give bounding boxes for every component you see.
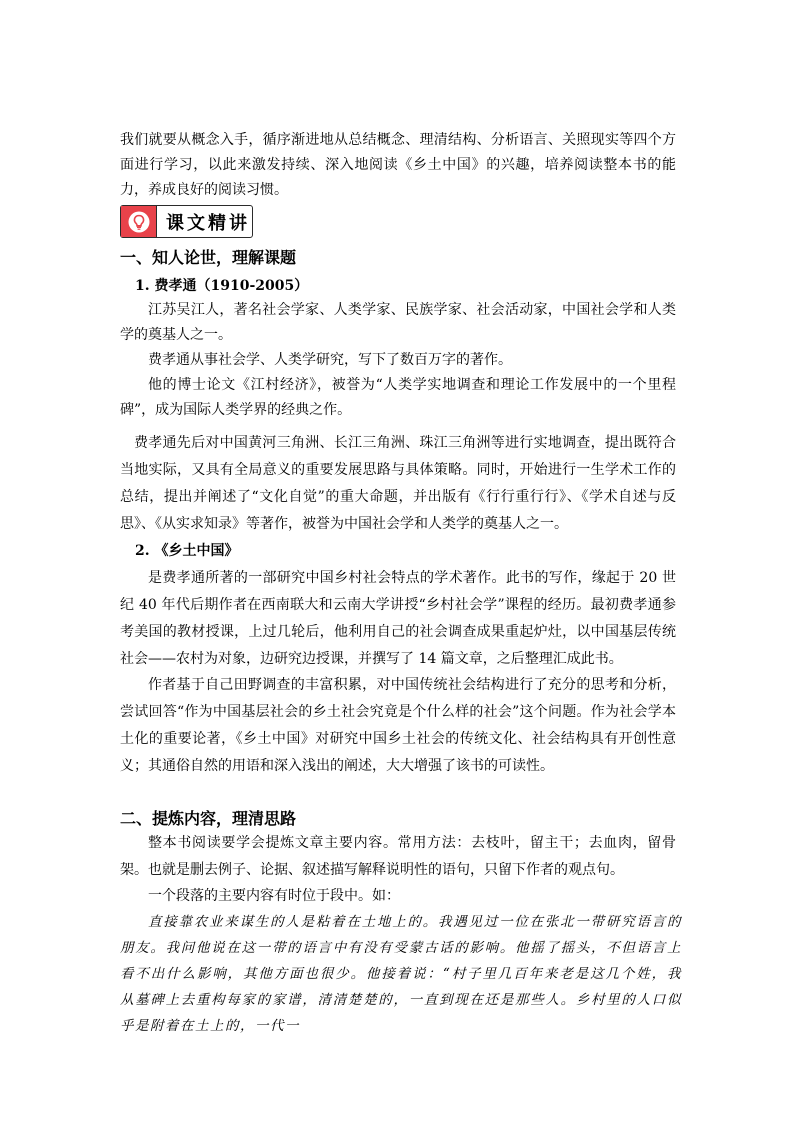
fei-research-paragraph: 费孝通先后对中国黄河三角洲、长江三角洲、珠江三角洲等进行实地调查，提出既符合当地实际，又具有全局意义的重要发展思路与具体策略。同时，开始进行一生学术工作的总结，提出并阐述了“文化自觉”的重大命题，并出版有《行行重行行》、《学术自述与反思》、《从实求知录》等著作，被誉为中国社会学和人类学的奠基人之一。 xyxy=(120,435,676,532)
banner-label: 课文精讲 xyxy=(166,212,250,234)
fei-thesis-paragraph: 他的博士论文《江村经济》，被誉为“人类学实地调查和理论工作发展中的一个里程碑”，成为国际人类学界的经典之作。 xyxy=(120,377,676,418)
example-intro-paragraph: 一个段落的主要内容有时位于段中。如： xyxy=(148,888,400,904)
quote-excerpt: 直接靠农业来谋生的人是粘着在土地上的。我遇见过一位在张北一带研究语言的朋友。我问他说在这一带的语言中有没有受蒙古话的影响。他摇了摇头，不但语言上看不出什么影响，其他方面也很少。他接着说：“村子里几百年来老是这几个姓，我从墓碑上去重构每家的家谱，清清楚楚的，一直到现在还是那些人。乡村里的人口似乎是附着在土上的，一代一 xyxy=(120,914,682,1034)
subsection2-heading: 2. 《乡土中国》 xyxy=(135,543,239,559)
subsection1-heading: 1. 费孝通（1910-2005） xyxy=(135,278,309,294)
fei-intro-paragraph: 江苏吴江人，著名社会学家、人类学家、民族学家、社会活动家，中国社会学和人类学的奠基人之一。 xyxy=(120,302,676,343)
summary-method-paragraph: 整本书阅读要学会提炼文章主要内容。常用方法：去枝叶，留主干；去血肉，留骨架。也就是删去例子、论据、叙述描写解释说明性的语句，只留下作者的观点句。 xyxy=(120,835,676,878)
section1-heading: 一、知人论世，理解课题 xyxy=(120,248,297,267)
section-banner xyxy=(120,205,253,238)
book-intro-paragraph: 是费孝通所著的一部研究中国乡村社会特点的学术著作。此书的写作，缘起于 20 世纪 40 年代后期作者在西南联大和云南大学讲授“乡村社会学”课程的经历。最初费孝通参考美国的教材授课，上过几轮后，他利用自己的社会调查成果重起炉灶，以中国基层传统社会——农村为对象，边研究边授课，并撰写了 14 篇文章，之后整理汇成此书。 xyxy=(120,570,676,667)
lightbulb-icon xyxy=(121,206,157,237)
book-significance-paragraph: 作者基于自己田野调查的丰富积累，对中国传统社会结构进行了充分的思考和分析，尝试回答“作为中国基层社会的乡土社会究竟是个什么样的社会”这个问题。作为社会学本土化的重要论著，《乡土中国》对研究中国乡土社会的传统文化、社会结构具有开创性意义；其通俗自然的用语和深入浅出的阐述，大大增强了该书的可读性。 xyxy=(120,677,676,774)
section2-heading: 二、提炼内容，理清思路 xyxy=(120,809,297,828)
intro-paragraph: 我们就要从概念入手，循序渐进地从总结概念、理清结构、分析语言、关照现实等四个方面进行学习，以此来激发持续、深入地阅读《乡土中国》的兴趣，培养阅读整本书的能力，养成良好的阅读习惯。 xyxy=(120,132,676,198)
fei-works-paragraph: 费孝通从事社会学、人类学研究，写下了数百万字的著作。 xyxy=(148,352,512,368)
